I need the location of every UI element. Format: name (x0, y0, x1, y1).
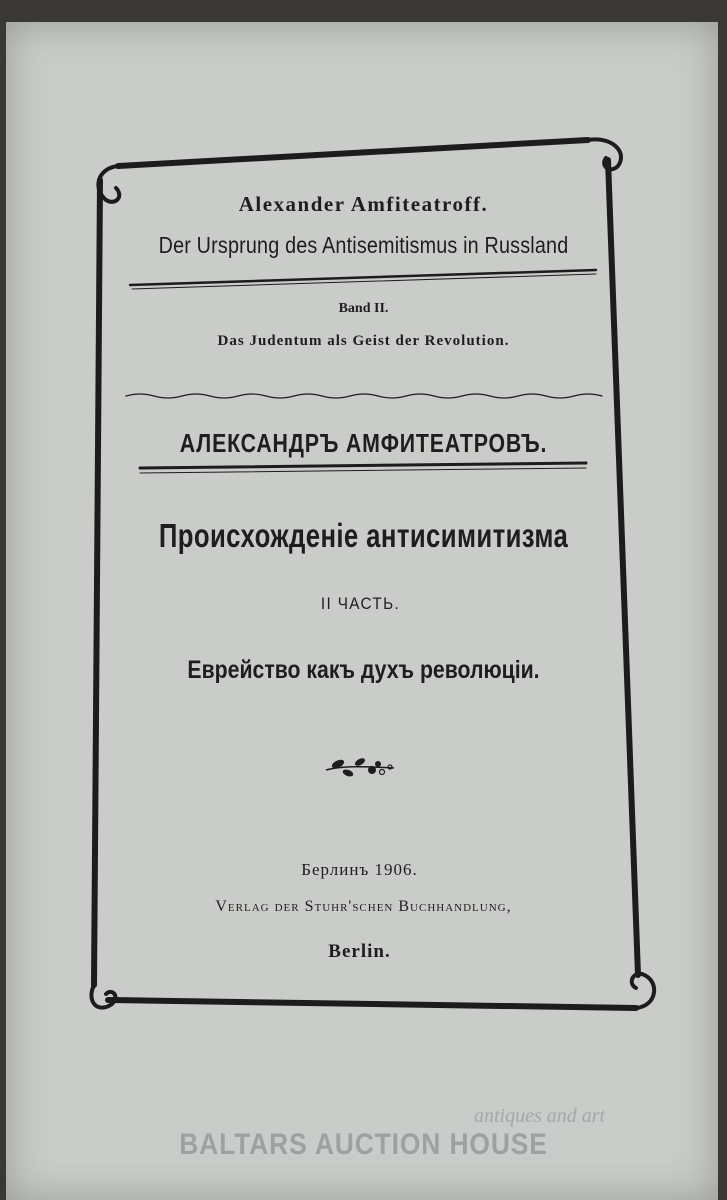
watermark-tagline: antiques and art (474, 1105, 606, 1127)
russian-subtitle: Еврейство какъ духъ революціи. (187, 656, 540, 684)
imprint-publisher: Verlag der Stuhr'schen Buchhandlung, (215, 898, 512, 915)
imprint-city-year: Берлинъ 1906. (301, 860, 418, 879)
floral-ornament-icon (320, 752, 400, 782)
german-title: Der Ursprung des Antisemitismus in Russland (158, 232, 569, 258)
german-author: Alexander Amfiteatroff. (238, 192, 489, 216)
german-subtitle: Das Judentum als Geist der Revolution. (217, 333, 510, 349)
russian-author: АЛЕКСАНДРЪ АМФИТЕАТРОВЪ. (179, 428, 548, 458)
russian-title: Происхожденіе антисимитизма (158, 517, 569, 554)
russian-part: II ЧАСТЬ. (320, 594, 401, 613)
german-volume: Band II. (338, 301, 389, 316)
imprint-town: Berlin. (328, 941, 391, 962)
watermark-name: BALTARS AUCTION HOUSE (179, 1128, 548, 1161)
